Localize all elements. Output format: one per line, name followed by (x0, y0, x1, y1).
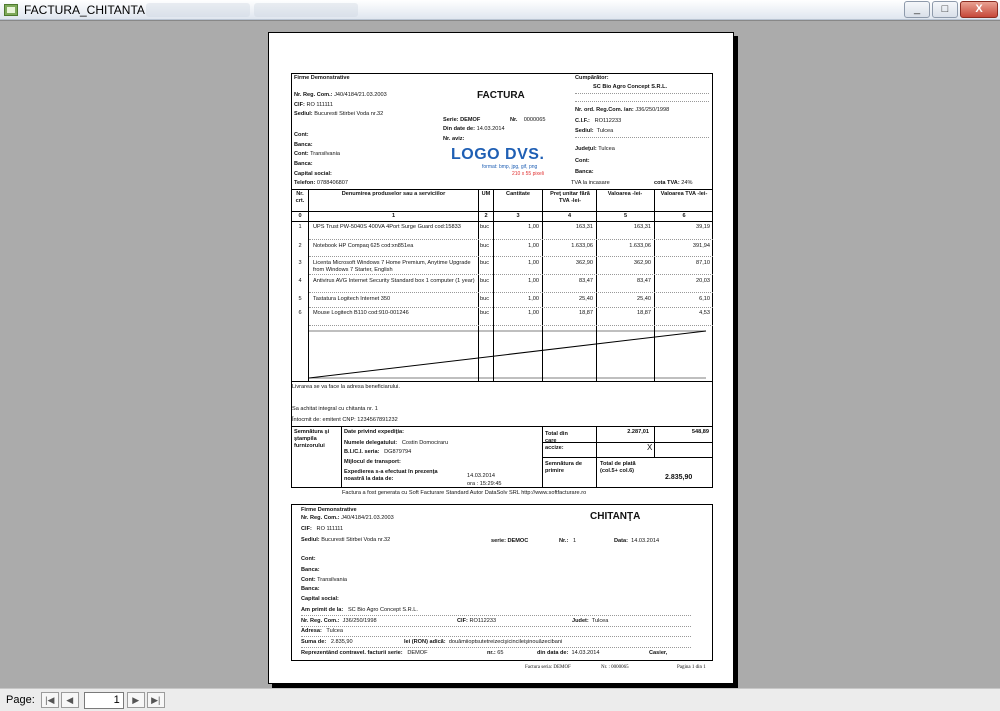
table-row-qty: 1,00 (528, 310, 539, 316)
receipt-received-value: SC Bio Agro Concept S.R.L. (347, 607, 418, 613)
seller-cont2-value: Transilvania (310, 151, 341, 157)
receipt-buyer-reg-value: J36/250/1998 (342, 618, 377, 624)
buyer-dots (575, 137, 709, 138)
table-header-price: Preţ unitar fără TVA -lei- (550, 191, 590, 204)
receipt-dots (301, 615, 691, 616)
receipt-frame (291, 504, 713, 661)
buyer-judet (575, 146, 615, 153)
receipt-seller-sediu (301, 537, 390, 544)
paid-note: Sa achitat integral cu chitanta nr. 1 (292, 406, 378, 412)
invoice-nr (510, 117, 545, 124)
delegate (344, 440, 448, 447)
buyer-banca: Banca: (575, 169, 594, 175)
window-controls (904, 1, 998, 18)
minimize-button[interactable]: _ (904, 1, 930, 18)
buyer-cota-label: cota TVA: (654, 180, 680, 186)
receipt-represent-date (537, 650, 600, 657)
seller-banca2: Banca: (294, 161, 313, 167)
seller-cont2 (294, 151, 340, 158)
table-header-value: Valoarea -lei- (607, 191, 643, 197)
expedition-time-label: ora : (467, 481, 479, 487)
table-header-name: Denumirea produselor sau a serviciilor (341, 191, 446, 197)
receipt-amount-label: Suma de: (301, 639, 327, 645)
seller-sediu-value: Bucuresti Stirbei Voda nr.32 (314, 111, 384, 117)
receipt-cont: Cont: (301, 556, 316, 562)
close-button[interactable]: X (960, 1, 998, 18)
seller-name: Firme Demonstrative (294, 75, 350, 81)
expedition-title: Date privind expediţia: (344, 429, 404, 435)
table-row-qty: 1,00 (528, 278, 539, 284)
table-row-nr: 4 (298, 278, 302, 284)
footer-col-line (341, 426, 342, 488)
receipt-buyer-cif-label: CIF: (457, 618, 468, 624)
table-row-um: buc (480, 243, 490, 249)
seller-capital: Capital social: (294, 171, 332, 177)
table-header-um: UM (481, 191, 491, 197)
invoice-date (443, 126, 505, 133)
page-footer-page: Pagina 1 din 1 (677, 665, 706, 670)
table-row-nr: 1 (298, 224, 302, 230)
total-value: 2.287,01 (627, 429, 649, 435)
report-page (268, 32, 734, 684)
table-row-tva: 20,03 (696, 278, 710, 284)
table-row-price: 25,40 (579, 296, 593, 302)
table-row-value: 1.633,06 (629, 243, 651, 249)
buyer-cif-value: RO112233 (594, 118, 622, 124)
receipt-dots (301, 626, 691, 627)
table-row-um: buc (480, 310, 490, 316)
seller-cont2-label: Cont: (294, 151, 309, 157)
receipt-signature-label: Semnătura de primire (545, 461, 582, 474)
report-app-icon (4, 4, 18, 16)
buyer-cif (575, 118, 621, 125)
table-row-name: Mouse Logitech B110 cod:910-001246 (313, 310, 409, 316)
table-row-tva: 6,10 (699, 296, 710, 302)
table-row-name: Notebook HP Compaq 625 cod:xn851ea (313, 243, 414, 249)
receipt-cont2 (301, 577, 347, 584)
receipt-date-label: Data: (614, 538, 628, 544)
seller-cif (294, 102, 333, 109)
table-row-tva: 87,10 (696, 260, 710, 266)
logo-text: LOGO DVS. (451, 146, 545, 163)
receipt-nr-value: 1 (573, 538, 577, 544)
bi-series (344, 449, 411, 456)
receipt-represent (301, 650, 428, 657)
receipt-received-label: Am primit de la: (301, 607, 344, 613)
previous-page-button[interactable]: ◀ (61, 692, 79, 708)
buyer-reg-label: Nr. ord. Reg.Com. /an: (575, 107, 634, 113)
receipt-title: CHITANŢA (590, 511, 641, 522)
receipt-words-value: douămiioptsutetreizecişicincileişinouăzecibani (448, 639, 563, 645)
seller-sediu (294, 111, 383, 118)
receipt-dots (301, 636, 691, 637)
table-header-qty: Cantitate (506, 191, 530, 197)
invoice-date-label: Din date de: (443, 126, 476, 132)
supplier-signature-label: Semnătura şi ştampila furnizorului (294, 429, 330, 449)
table-index: 0 (298, 213, 302, 219)
receipt-seller-sediu-label: Sediul: (301, 537, 320, 543)
maximize-button[interactable]: □ (932, 1, 958, 18)
row-guide (309, 292, 713, 293)
table-row-value: 18,87 (637, 310, 651, 316)
table-row-um: buc (480, 260, 490, 266)
table-row-price: 1.633,06 (571, 243, 593, 249)
accize-mark: X (647, 443, 653, 452)
seller-cont: Cont: (294, 132, 309, 138)
table-index: 5 (623, 213, 628, 219)
table-bottom-line (291, 381, 713, 382)
receipt-seller-cif-value: RO 111111 (316, 526, 344, 532)
receipt-seller-reg-label: Nr. Reg. Com.: (301, 515, 340, 521)
seller-cif-label: CIF: (294, 102, 305, 108)
logo-size: 210 x 55 pixeli (512, 171, 544, 177)
seller-reg (294, 92, 387, 99)
page-label: Page: (6, 694, 35, 706)
receipt-seller-cif (301, 526, 343, 533)
receipt-represent-nr (487, 650, 504, 657)
invoice-date-value: 14.03.2014 (476, 126, 505, 132)
receipt-cashier: Casier, (649, 650, 668, 656)
table-row-price: 83,47 (579, 278, 593, 284)
table-row-tva: 4,53 (699, 310, 710, 316)
page-footer-factura (525, 665, 571, 671)
receipt-received-from (301, 607, 418, 614)
receipt-represent-nr-value: 65 (497, 650, 504, 656)
table-header-nr: Nr. crt. (295, 191, 305, 204)
ghost-tab (254, 3, 358, 17)
table-row-name: Licenta Microsoft Windows 7 Home Premium, Anytime Upgrade from Windows 7 Starter, English (313, 260, 471, 273)
seller-cif-value: RO 111111 (306, 102, 333, 108)
page-footer-nr-label: Nr. : (601, 665, 610, 670)
page-footer-nr (601, 665, 629, 671)
expedition-time-value: 15:29:45 (479, 481, 502, 487)
receipt-represent-nr-label: nr.: (487, 650, 496, 656)
receipt-represent-date-value: 14.03.2014 (571, 650, 600, 656)
receipt-buyer-reg-label: Nr. Reg. Com.: (301, 618, 340, 624)
table-index-line (291, 221, 713, 222)
receipt-seller-name: Firme Demonstrative (301, 507, 357, 513)
window-title: FACTURA_CHITANTA (24, 2, 145, 17)
receipt-date (614, 538, 659, 545)
row-guide (309, 256, 713, 257)
buyer-name: SC Bio Agro Concept S.R.L. (593, 84, 668, 90)
receipt-amount-words (404, 639, 562, 646)
row-guide (309, 239, 713, 240)
table-row-value: 163,31 (633, 224, 651, 230)
buyer-judet-label: Judeţul: (575, 146, 597, 152)
footer-top-line (291, 426, 713, 427)
seller-banca: Banca: (294, 142, 313, 148)
delegate-value: Costin Domociraru (401, 440, 449, 446)
table-row-name: Tastatura Logitech Internet 350 (313, 296, 391, 302)
footer-mid-line (542, 457, 713, 458)
table-index: 1 (391, 213, 396, 219)
issuer-note: Întocmit de: emitent CNP: 1234567891232 (292, 417, 398, 423)
receipt-address-label: Adresa: (301, 628, 322, 634)
table-row-value: 83,47 (637, 278, 651, 284)
table-row-tva: 39,19 (696, 224, 710, 230)
buyer-cont: Cont: (575, 158, 590, 164)
seller-telefon-value: 0788406807 (316, 180, 349, 186)
table-index: 2 (484, 213, 488, 219)
ghost-tab (146, 3, 250, 17)
table-row-um: buc (480, 296, 490, 302)
ghost-tabs (146, 3, 358, 17)
page-footer-factura-serie: DEMOF (553, 665, 571, 670)
receipt-buyer-judet (572, 618, 608, 625)
receipt-words-label: lei (RON) adică: (404, 639, 446, 645)
last-page-button[interactable]: ▶| (147, 692, 165, 708)
grand-total-value: 2.835,90 (665, 474, 693, 481)
table-row-nr: 6 (298, 310, 302, 316)
total-label: Total din care accize: (545, 431, 568, 451)
table-row-nr: 5 (298, 296, 302, 302)
delivery-note: Livrarea se va face la adresa beneficiarului. (292, 384, 400, 390)
table-index: 6 (682, 213, 686, 219)
receipt-amount-value: 2.835,90 (330, 639, 353, 645)
receipt-nr (559, 538, 576, 545)
receipt-represent-label: Reprezentând contravel. facturii serie: (301, 650, 403, 656)
table-row-value: 25,40 (637, 296, 651, 302)
expedition-date-value: 14.03.2014 (467, 473, 495, 479)
seller-sediu-label: Sediul: (294, 111, 313, 117)
row-guide (309, 274, 713, 275)
print-preview-area[interactable] (0, 20, 1000, 688)
receipt-banca: Banca: (301, 567, 320, 573)
first-page-button[interactable]: |◀ (41, 692, 59, 708)
receipt-buyer-reg (301, 618, 377, 625)
transport-label: Mijlocul de transport: (344, 459, 401, 465)
table-index: 3 (516, 213, 520, 219)
buyer-tva-incasare: TVA la incasare (571, 180, 610, 186)
page-footer-factura-label: Factura seria: (525, 665, 553, 670)
buyer-reg-value: J36/250/1998 (635, 107, 670, 113)
receipt-address-value: Tulcea (326, 628, 343, 634)
next-page-button[interactable]: ▶ (127, 692, 145, 708)
seller-telefon-label: Telefon: (294, 180, 316, 186)
receipt-amount (301, 639, 353, 646)
total-tva-value: 548,89 (691, 429, 709, 435)
buyer-judet-value: Tulcea (598, 146, 615, 152)
delegate-label: Numele delegatului: (344, 440, 398, 446)
receipt-serie-value: DEMOC (507, 538, 529, 544)
table-row-nr: 3 (298, 260, 302, 266)
receipt-banca2: Banca: (301, 586, 320, 592)
table-row-price: 362,90 (575, 260, 593, 266)
table-row-price: 18,87 (579, 310, 593, 316)
grand-total-label: Total de plată (col.5+ col.6) (600, 461, 636, 474)
table-header-tva: Valoarea TVA -lei- (660, 191, 708, 197)
row-guide (309, 325, 713, 326)
page-number-input[interactable]: 1 (84, 692, 124, 709)
expedition-date-label: Expedierea s-a efectuat în prezenţa noastră la data de: (344, 469, 438, 482)
bi-label: B.I./C.I. seria: (344, 449, 380, 455)
receipt-date-value: 14.03.2014 (631, 538, 660, 544)
buyer-cota-value: 24% (681, 180, 693, 186)
buyer-cota (654, 180, 692, 187)
receipt-buyer-judet-value: Tulcea (591, 618, 609, 624)
table-row-name: UPS Trust PW-5040S 400VA 4Port Surge Guard cod:15833 (313, 224, 461, 230)
generated-note: Factura a fost generata cu Soft Facturare Standard Autor DataSolv SRL http://www.softfacturare.ro (342, 490, 587, 496)
bi-value: DG879794 (384, 449, 412, 455)
receipt-seller-cif-label: CIF: (301, 526, 312, 532)
receipt-capital: Capital social: (301, 596, 339, 602)
logo-format: format: bmp, jpg, gif, png (482, 164, 538, 170)
window-title-bar (0, 0, 1000, 20)
receipt-seller-reg-value: J40/4184/21.03.2003 (341, 515, 394, 521)
table-row-name: Antivirus AVG Internet Security Standard box 1 computer (1 year) (313, 278, 475, 284)
table-header-line (291, 211, 713, 212)
receipt-dots (301, 647, 691, 648)
receipt-buyer-cif-value: RO112233 (469, 618, 497, 624)
invoice-aviz: Nr. aviz: (443, 136, 465, 142)
seller-reg-label: Nr. Reg. Com.: (294, 92, 333, 98)
table-row-nr: 2 (298, 243, 302, 249)
table-row-tva: 391,94 (692, 243, 710, 249)
receipt-represent-serie: DEMOF (407, 650, 428, 656)
footer-col-line (596, 457, 597, 488)
receipt-represent-date-label: din data de: (537, 650, 569, 656)
invoice-title: FACTURA (477, 90, 525, 101)
seller-telefon (294, 180, 348, 187)
table-row-qty: 1,00 (528, 296, 539, 302)
receipt-cont2-label: Cont: (301, 577, 316, 583)
buyer-reg (575, 107, 669, 114)
invoice-serie-value: DEMOF (460, 117, 481, 123)
receipt-serie (491, 538, 528, 545)
buyer-label: Cumpărător: (575, 75, 609, 81)
receipt-seller-sediu-value: Bucuresti Stirbei Voda nr.32 (321, 537, 391, 543)
table-row-qty: 1,00 (528, 243, 539, 249)
table-row-value: 362,90 (633, 260, 651, 266)
receipt-seller-reg (301, 515, 394, 522)
table-index: 4 (567, 213, 572, 219)
receipt-cont2-value: Transilvania (317, 577, 348, 583)
table-row-qty: 1,00 (528, 260, 539, 266)
table-top-line (291, 189, 713, 190)
buyer-dots (575, 93, 709, 94)
table-row-qty: 1,00 (528, 224, 539, 230)
receipt-serie-label: serie: (491, 538, 506, 544)
receipt-buyer-judet-label: Judet: (572, 618, 589, 624)
empty-rows-strike (309, 329, 713, 381)
receipt-nr-label: Nr.: (559, 538, 569, 544)
invoice-nr-label: Nr. (510, 117, 518, 123)
receipt-buyer-cif (457, 618, 496, 625)
page-footer-nr-value: 0000065 (611, 665, 629, 670)
table-row-price: 163,31 (575, 224, 593, 230)
table-row-um: buc (480, 278, 490, 284)
table-row-um: buc (480, 224, 490, 230)
expedition-time (467, 481, 502, 488)
page-navigation-bar (0, 688, 1000, 711)
invoice-nr-value: 0000065 (523, 117, 546, 123)
buyer-sediu-value: Tulcea (596, 128, 614, 134)
buyer-dots (575, 101, 709, 102)
receipt-address (301, 628, 343, 635)
buyer-cif-label: C.I.F.: (575, 118, 590, 124)
seller-reg-value: J40/4184/21.03.2003 (334, 92, 387, 98)
row-guide (309, 307, 713, 308)
invoice-serie (443, 117, 480, 124)
buyer-sediu (575, 128, 613, 135)
invoice-serie-label: Serie: (443, 117, 459, 123)
buyer-sediu-label: Sediul: (575, 128, 594, 134)
